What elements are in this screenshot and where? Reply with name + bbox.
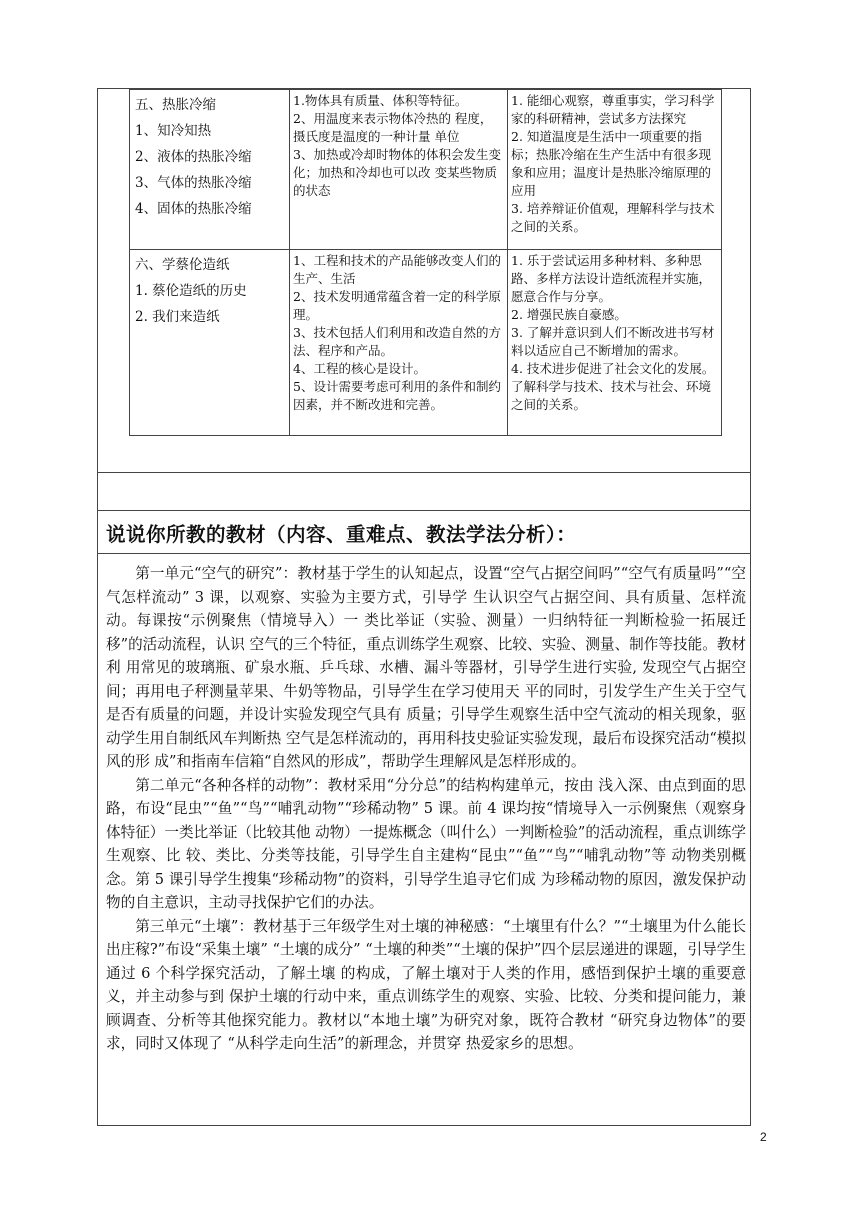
divider bbox=[98, 510, 750, 511]
topic-line: 3、气体的热胀冷缩 bbox=[135, 175, 252, 191]
paragraph: 第三单元“土壤”：教材基于三年级学生对土壤的神秘感：“土壤里有什么？”“土壤里为什么能长出庄稼?”布设“采集土壤” “土壤的成分” “土壤的种类”“土壤的保护”四个层层递进的课题，引导学生通过 6 个科学探究活动，了解土壤 的构成，了解土壤对于人类的作用，感悟到保护土壤的重要意义，并主动参与到 保护土壤的行动中来，重点训练学生的观察、实验、比较、分类和提问能力，兼 顾调查、分析等其他探究能力。教材以“本地土壤”为研究对象，既符合教材 “研究身边物体”的要求，同时又体现了 “从科学走向生活”的新理念，并贯穿 热爱家乡的思想。 bbox=[106, 917, 746, 1052]
knowledge-item: 1.物体具有质量、体积等特征。 bbox=[293, 93, 468, 108]
knowledge-item: 3、技术包括人们利用和改造自然的方法、程序和产品。 bbox=[293, 325, 501, 358]
divider bbox=[98, 553, 750, 554]
table-row bbox=[130, 250, 722, 436]
topic-line: 六、学蔡伦造纸 bbox=[135, 257, 230, 273]
knowledge-item: 1、工程和技术的产品能够改变人们的生产、生活 bbox=[293, 253, 501, 286]
knowledge-item: 5、设计需要考虑可利用的条件和制约因素，并不断改进和完善。 bbox=[293, 379, 501, 412]
page-number: 2 bbox=[760, 1130, 767, 1144]
topic-line: 2、液体的热胀冷缩 bbox=[135, 149, 252, 165]
knowledge-item: 3、加热或冷却时物体的体积会发生变化；加热和冷却也可以改 变某些物质的状态 bbox=[293, 147, 501, 198]
knowledge-item: 4、工程的核心是设计。 bbox=[293, 361, 426, 376]
topic-line: 4、固体的热胀冷缩 bbox=[135, 201, 252, 217]
paragraph: 第一单元“空气的研究”：教材基于学生的认知起点，设置“空气占据空间吗”“空气有质量吗”“空气怎样流动” 3 课，以观察、实验为主要方式，引导学 生认识空气占据空间、具有质量、怎样流动。每课按“示例聚焦（情境导入）一 类比举证（实验、测量）一归纳特征一判断检验一拓展迁移”的活动流程，认识 空气的三个特征，重点训练学生观察、比较、实验、测量、制作等技能。教材利 用常见的玻璃瓶、矿泉水瓶、乒乓球、水槽、漏斗等器材，引导学生进行实验, 发现空气占据空间；再用电子秤测量苹果、牛奶等物品，引导学生在学习使用天 平的同时，引发学生产生关于空气是否有质量的问题，并设计实验发现空气具有 质量；引导学生观察生活中空气流动的相关现象，驱动学生用自制纸风车判断热 空气是怎样流动的，再用科技史验证实验发现，最后布设探究活动“模拟风的形 成”和指南车信箱“自然风的形成”，帮助学生理解风是怎样形成的。 bbox=[106, 565, 746, 770]
goal-item: 3. 培养辩证价值观，理解科学与技术之间的关系。 bbox=[511, 201, 715, 234]
table-row bbox=[130, 90, 722, 250]
goal-item: 3. 了解并意识到人们不断改进书写材料以适应自己不断增加的需求。 bbox=[511, 325, 715, 358]
goals-cell bbox=[508, 250, 722, 436]
knowledge-item: 2、用温度来表示物体冷热的 程度，摄氏度是温度的一种计量 单位 bbox=[293, 111, 493, 144]
section-heading: 说说你所教的教材（内容、重难点、教法学法分析）： bbox=[106, 523, 577, 546]
topic-line: 2. 我们来造纸 bbox=[135, 309, 220, 325]
paragraph: 第二单元“各种各样的动物”：教材采用“分分总”的结构构建单元，按由 浅入深、由点到面的思路，布设“昆虫”“鱼”“鸟”“哺乳动物”“珍稀动物” 5 课。前 4 课均按“情境导入一示例聚焦（观察身体特征）一类比举证（比较其他 动物）一提炼概念（叫什么）一判断检验”的活动流程，重点训练学生观察、比 较、类比、分类等技能，引导学生自主建构“昆虫”“鱼”“鸟”“哺乳动物”等 动物类别概念。第 5 课引导学生搜集“珍稀动物”的资料，引导学生追寻它们成 为珍稀动物的原因，激发保护动物的自主意识，主动寻找保护它们的办法。 bbox=[106, 776, 746, 911]
divider bbox=[98, 472, 750, 473]
knowledge-item: 2、技术发明通常蕴含着一定的科学原理。 bbox=[293, 289, 501, 322]
topic-line: 五、热胀冷缩 bbox=[135, 97, 216, 113]
curriculum-table bbox=[129, 89, 722, 436]
topic-line: 1. 蔡伦造纸的历史 bbox=[135, 283, 247, 299]
goal-item: 1. 乐于尝试运用多种材料、多种思路、多样方法设计造纸流程并实施，愿意合作与分享。 bbox=[511, 253, 712, 304]
goal-item: 1. 能细心观察，尊重事实，学习科学家的科研精神，尝试多方法探究 bbox=[511, 93, 715, 126]
goal-item: 4. 技术进步促进了社会文化的发展。了解科学与技术、技术与社会、环境之间的关系。 bbox=[511, 361, 715, 412]
knowledge-cell bbox=[290, 90, 508, 250]
knowledge-cell bbox=[290, 250, 508, 436]
textbook-analysis bbox=[106, 562, 746, 1056]
goals-cell bbox=[508, 90, 722, 250]
goal-item: 2. 增强民族自豪感。 bbox=[511, 307, 627, 322]
outer-frame bbox=[97, 88, 751, 1126]
goal-item: 2. 知道温度是生活中一项重要的指标；热胀冷缩在生产生活中有很多现象和应用；温度计是热胀冷缩原理的应用 bbox=[511, 129, 712, 198]
topic-cell bbox=[130, 90, 290, 250]
topic-cell bbox=[130, 250, 290, 436]
topic-line: 1、知冷知热 bbox=[135, 123, 212, 139]
